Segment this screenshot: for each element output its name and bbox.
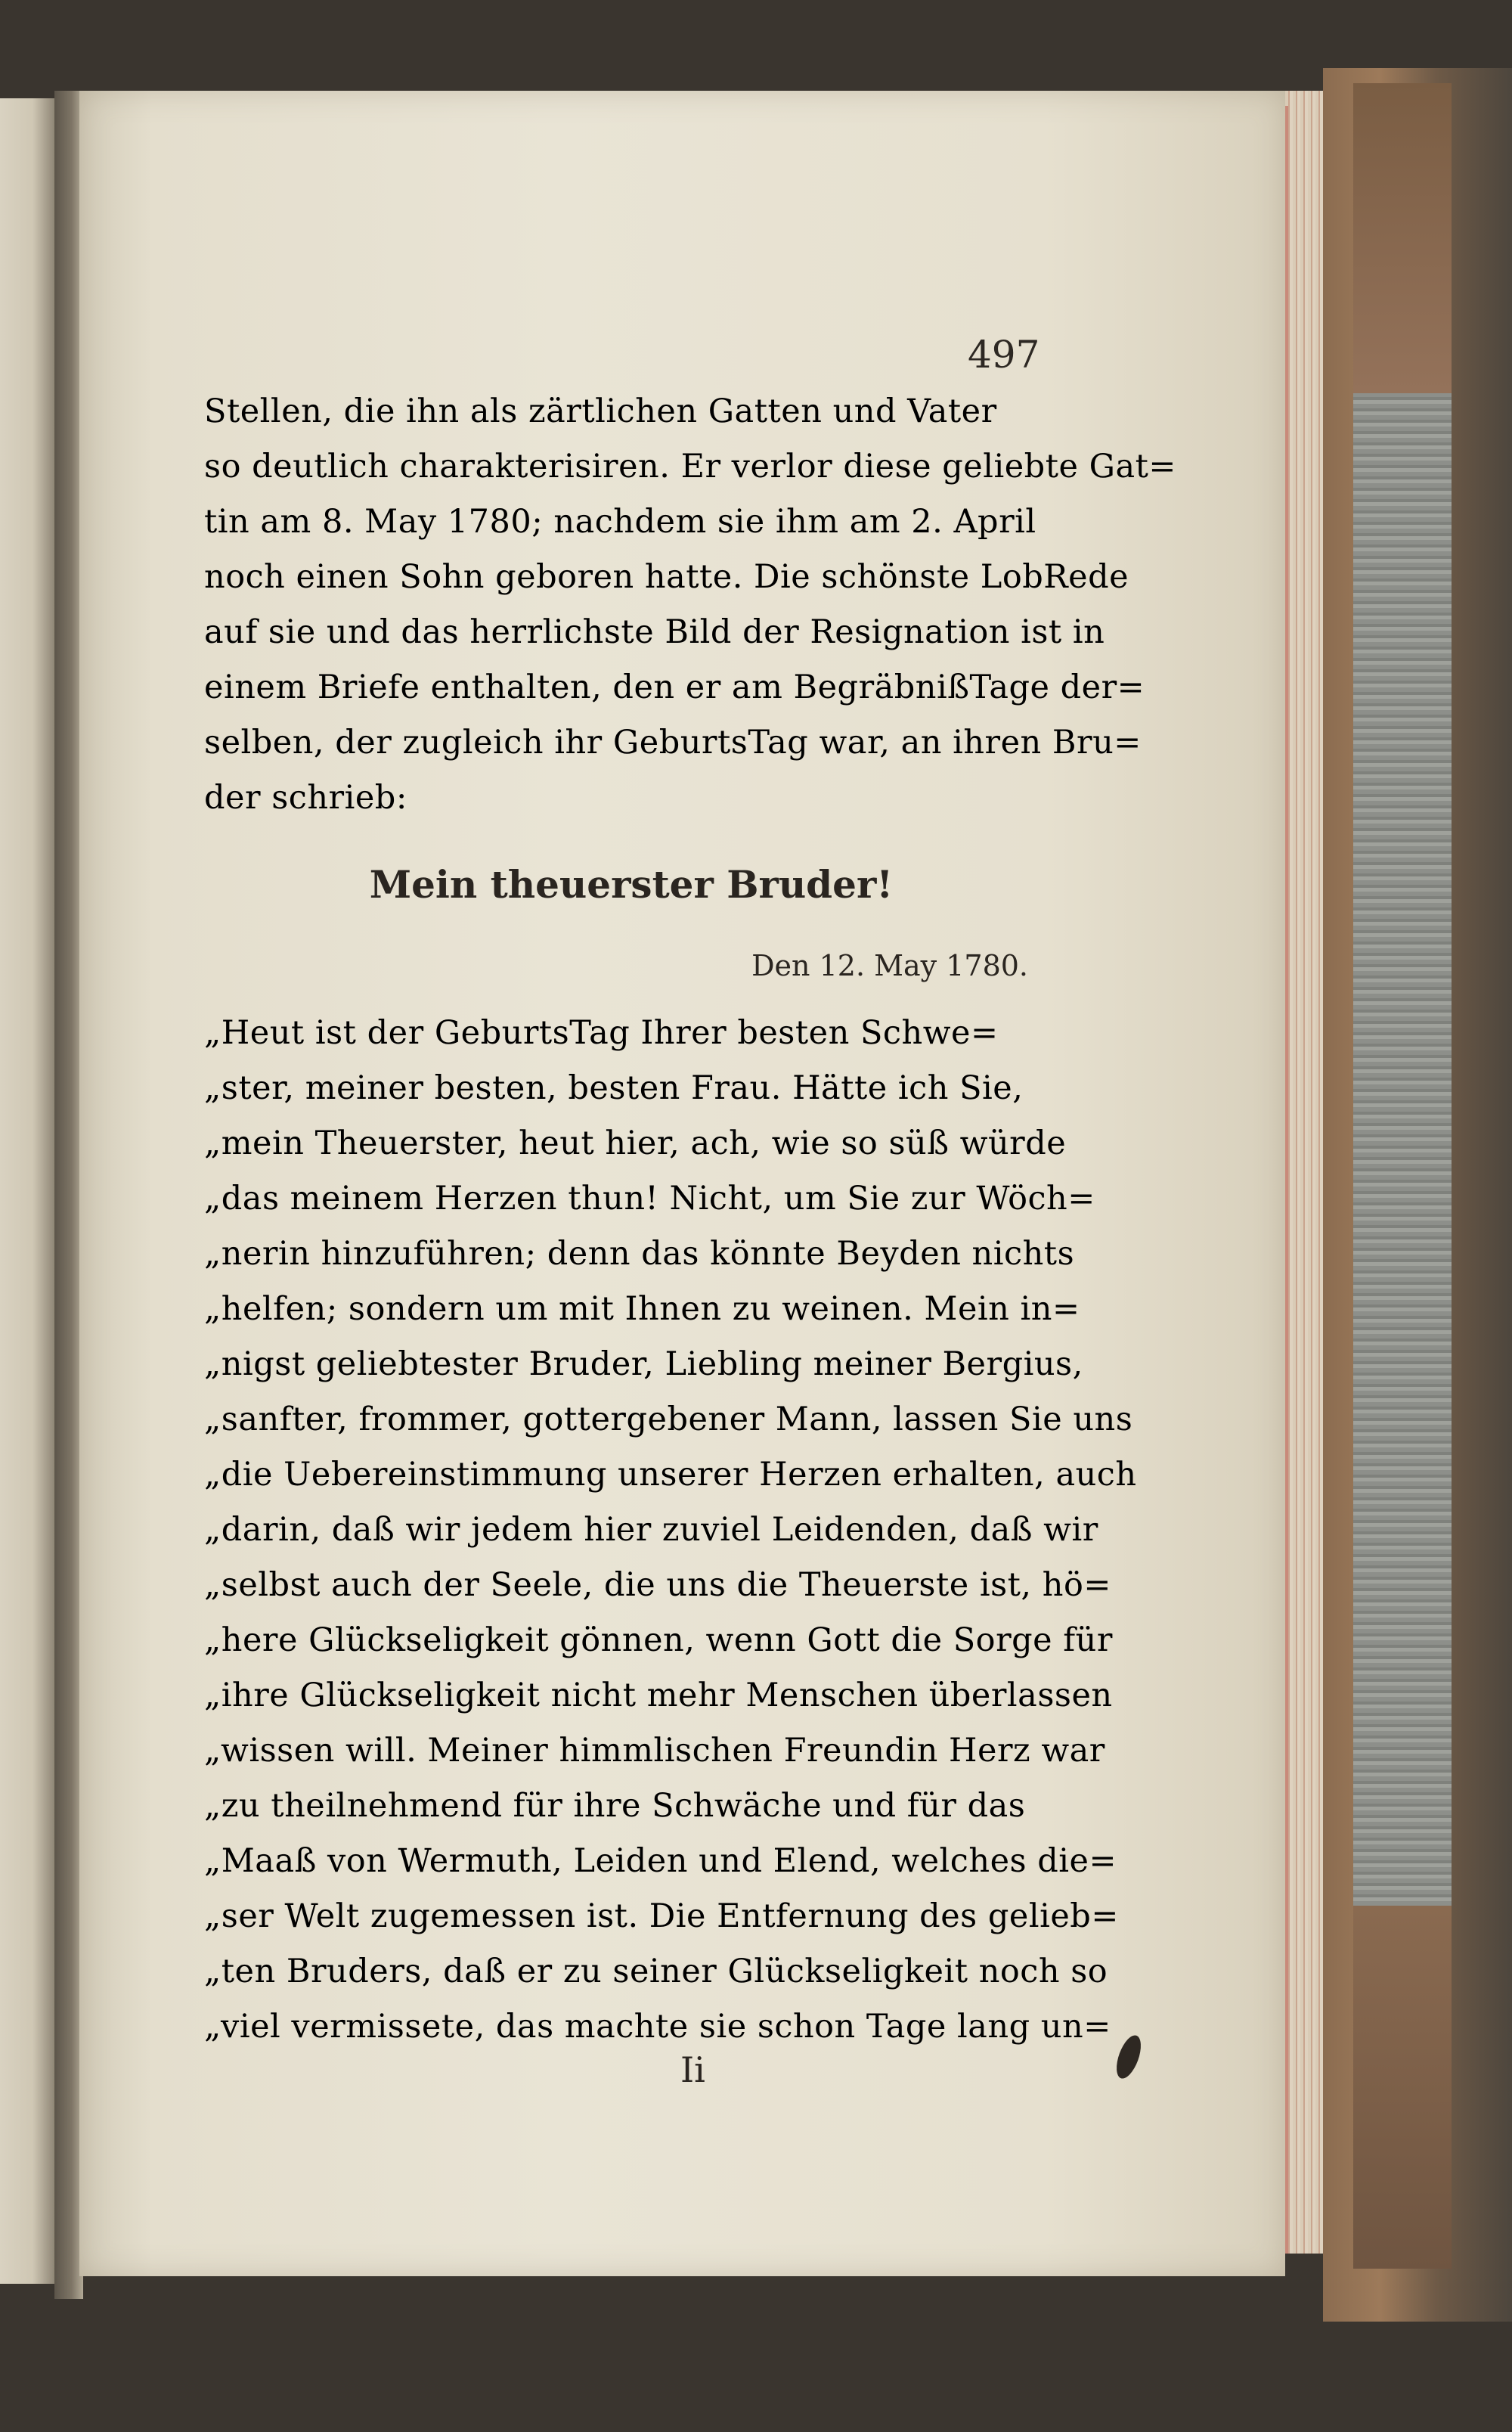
text-line: noch einen Sohn geboren hatte. Die schönste LobRede (204, 558, 1129, 596)
text-line: „helfen; sondern um mit Ihnen zu weinen. Mein in= (204, 1290, 1080, 1328)
text-line: einem Briefe enthalten, den er am BegräbnißTage der= (204, 668, 1145, 706)
cover-band-top (1353, 83, 1452, 393)
text-line: Stellen, die ihn als zärtlichen Gatten und Vater (204, 392, 997, 430)
text-line: tin am 8. May 1780; nachdem sie ihm am 2. April (204, 503, 1036, 541)
text-line: „ser Welt zugemessen ist. Die Entfernung des gelieb= (204, 1897, 1119, 1935)
signature-mark: Ii (680, 2049, 705, 2090)
text-line: so deutlich charakterisiren. Er verlor diese geliebte Gat= (204, 448, 1176, 485)
text-line: „die Uebereinstimmung unserer Herzen erhalten, auch (204, 1456, 1137, 1494)
text-line: „Maaß von Wermuth, Leiden und Elend, welches die= (204, 1842, 1117, 1880)
text-line: „ster, meiner besten, besten Frau. Hätte ich Sie, (204, 1069, 1024, 1107)
text-line: „zu theilnehmend für ihre Schwäche und für das (204, 1787, 1026, 1825)
letter-date: Den 12. May 1780. (751, 949, 1028, 982)
text-line: selben, der zugleich ihr GeburtsTag war, an ihren Bru= (204, 724, 1142, 762)
letter-body (204, 1006, 1137, 2055)
text-line: „ten Bruders, daß er zu seiner Glückseligkeit noch so (204, 1953, 1108, 1990)
body-text-top (204, 384, 1176, 826)
text-line: „wissen will. Meiner himmlischen Freundin Herz war (204, 1732, 1105, 1770)
text-line: „viel vermissete, das machte sie schon Tage lang un= (204, 2008, 1111, 2046)
text-line: auf sie und das herrlichste Bild der Resignation ist in (204, 613, 1105, 651)
text-line: „das meinem Herzen thun! Nicht, um Sie zur Wöch= (204, 1180, 1095, 1218)
text-line: „sanfter, frommer, gottergebener Mann, lassen Sie uns (204, 1401, 1133, 1438)
adjacent-left-page (0, 98, 54, 2284)
cover-band-middle (1353, 393, 1452, 1906)
text-line: „here Glückseligkeit gönnen, wenn Gott die Sorge für (204, 1621, 1113, 1659)
text-line: „ihre Glückseligkeit nicht mehr Menschen überlassen (204, 1677, 1113, 1714)
text-line: „mein Theuerster, heut hier, ach, wie so süß würde (204, 1124, 1067, 1162)
text-line: „nerin hinzuführen; denn das könnte Beyden nichts (204, 1235, 1075, 1273)
text-line: der schrieb: (204, 779, 407, 817)
text-line: „Heut ist der GeburtsTag Ihrer besten Schwe= (204, 1014, 999, 1052)
cover-band-bottom (1353, 1906, 1452, 2269)
text-line: „darin, daß wir jedem hier zuviel Leidenden, daß wir (204, 1511, 1098, 1549)
page-stack-edge (1285, 91, 1323, 2254)
text-line: „selbst auch der Seele, die uns die Theuerste ist, hö= (204, 1566, 1111, 1604)
letter-heading: Mein theuerster Bruder! (369, 862, 894, 907)
page-number: 497 (968, 333, 1040, 377)
text-line: „nigst geliebtester Bruder, Liebling meiner Bergius, (204, 1345, 1083, 1383)
